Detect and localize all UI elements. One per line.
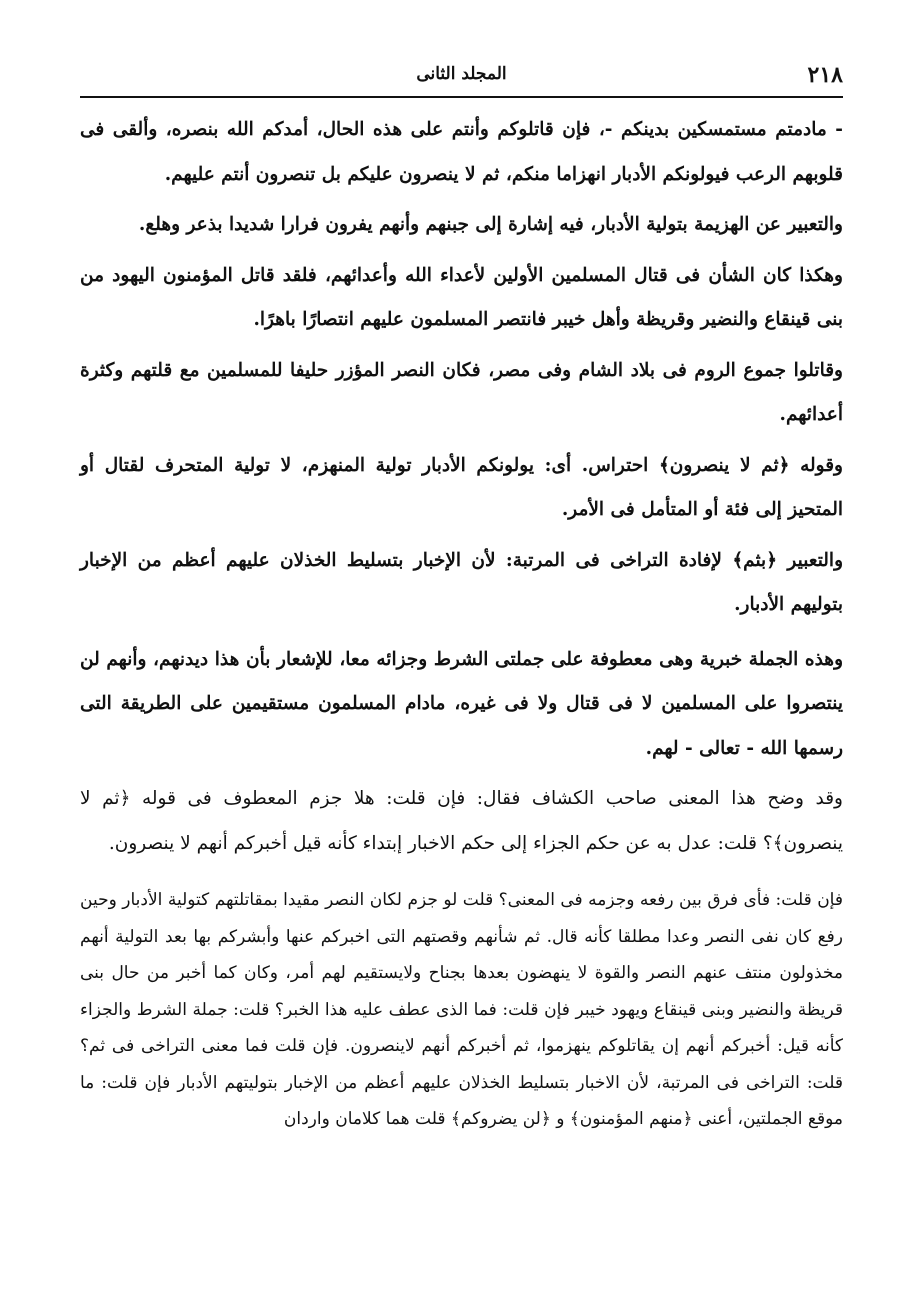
paragraph: - مادمتم مستمسكين بدينكم -، فإن قاتلوكم وأنتم على هذه الحال، أمدكم الله بنصره، وألقى فى قلوبهم الرعب فيولونكم الأدبار انهزاما منكم، ثم لا ينصرون عليكم بل تنصرون أنتم عليهم. [80, 119, 843, 185]
running-title: المجلد الثانى [416, 64, 507, 84]
paragraph: وقوله ﴿ثم لا ينصرون﴾ احتراس. أى: يولونكم الأدبار تولية المنهزم، لا تولية المتحرف لقتال أو المتحيز إلى فئة أو المتأمل فى الأمر. [80, 454, 843, 520]
paragraph: وهذه الجملة خبرية وهى معطوفة على جملتى الشرط وجزائه معا، للإشعار بأن هذا ديدنهم، وأنهم لن ينتصروا على المسلمين لا فى قتال ولا فى غيره، مادام المسلمون مستقيمين على الطريقة التى رسمها الله - تعالى - لهم. [80, 648, 843, 759]
header-rule [80, 96, 843, 98]
paragraph: وقد وضح هذا المعنى صاحب الكشاف فقال: فإن قلت: هلا جزم المعطوف فى قوله ﴿ثم لا ينصرون﴾؟ قلت: عدل به عن حكم الجزاء إلى حكم الاخبار إبتداء كأنه قيل أخبركم أنهم لا ينصرون. [80, 788, 843, 854]
paragraph: وقاتلوا جموع الروم فى بلاد الشام وفى مصر، فكان النصر المؤزر حليفا للمسلمين مع قلتهم وكثرة أعدائهم. [80, 359, 843, 425]
page-header [80, 60, 843, 96]
paragraph: والتعبير عن الهزيمة بتولية الأدبار، فيه إشارة إلى جبنهم وأنهم يفرون فرارا شديدا بذعر وهلع. [138, 214, 843, 235]
paragraph: والتعبير ﴿بثم﴾ لإفادة التراخى فى المرتبة: لأن الإخبار بتسليط الخذلان عليهم أعظم من الإخبار بتوليهم الأدبار. [80, 549, 843, 615]
page-body [80, 108, 843, 1138]
page-number: ٢١٨ [807, 62, 843, 88]
footnote-text: فإن قلت: فأى فرق بين رفعه وجزمه فى المعنى؟ قلت لو جزم لكان النصر مقيدا بمقاتلتهم كتولية الأدبار وحين رفع كان نفى النصر وعدا مطلقا كأنه قال. ثم شأنهم وقصتهم التى اخبركم عنها وأبشركم بها بعد التولية أنهم مخذولون منتف عنهم النصر والقوة لا ينهضون بعدها بجناح ولايستقيم لهم أمر، وكان كما أخبر من حال بنى قريظة والنضير وبنى قينقاع ويهود خيبر فإن قلت: فما الذى عطف عليه هذا الخبر؟ قلت: جملة الشرط والجزاء كأنه قيل: أخبركم أنهم إن يقاتلوكم ينهزموا، ثم أخبركم أنهم لاينصرون. فإن قلت فما معنى التراخى فى ثم؟ قلت: التراخى فى المرتبة، لأن الاخبار بتسليط الخذلان عليهم أعظم من الإخبار بتوليتهم الأدبار فإن قلت: ما موقع الجملتين، أعنى ﴿منهم المؤمنون﴾ و ﴿لن يضروكم﴾ قلت هما كلامان واردان [80, 890, 843, 1129]
paragraph: وهكذا كان الشأن فى قتال المسلمين الأولين لأعداء الله وأعدائهم، فلقد قاتل المؤمنون اليهود من بنى قينقاع والنضير وقريظة وأهل خيبر فانتصر المسلمون عليهم انتصارًا باهرًا. [80, 264, 843, 330]
